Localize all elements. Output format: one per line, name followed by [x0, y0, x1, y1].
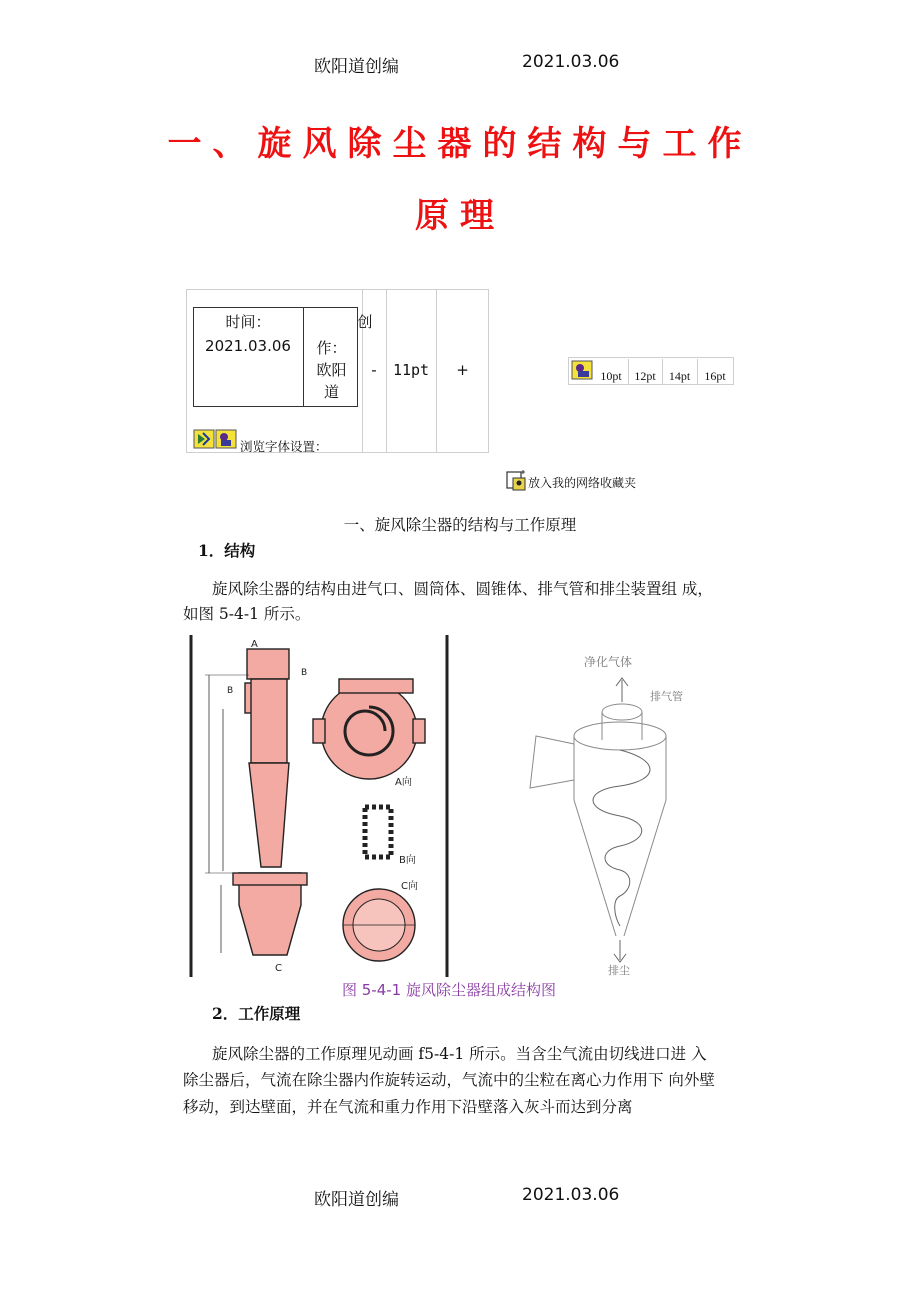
paragraph-line: 除尘器后，气流在除尘器内作旋转运动，气流中的尘粒在离心力作用下 向外壁	[183, 1071, 715, 1089]
page-title-line2: 原理	[415, 196, 505, 236]
footer-author: 欧阳道创编	[314, 1190, 399, 1210]
label-b-view: B向	[399, 855, 416, 866]
paragraph-line: 旋风除尘器的结构由进气口、圆筒体、圆锥体、排气管和排尘装置组 成，	[212, 580, 713, 598]
label-c-view: C向	[401, 881, 418, 892]
create-name: 道	[323, 383, 339, 401]
browse-label: 浏览字体设置：	[240, 439, 328, 454]
label-a: A	[251, 639, 258, 650]
favorite-link[interactable]: 放入我的网络收藏夹	[528, 476, 637, 490]
font-size-12pt[interactable]: 12pt	[628, 359, 661, 385]
section-heading: 1．结构	[198, 541, 256, 560]
font-picker-icon	[571, 360, 593, 380]
label-a-view: A向	[395, 777, 412, 788]
page-title-line1: 一、旋风除尘器的结构与工作	[167, 124, 753, 164]
label-dust-out: 排尘	[608, 964, 630, 976]
footer-date: 2021.03.06	[522, 1185, 620, 1205]
label-exhaust-pipe: 排气管	[650, 690, 683, 703]
section-title: 一、旋风除尘器的结构与工作原理	[343, 516, 577, 534]
header-date: 2021.03.06	[522, 52, 620, 72]
cyclone-drawing	[189, 635, 451, 977]
label-clean-gas: 净化气体	[584, 655, 633, 669]
favorite-icon[interactable]	[505, 470, 527, 492]
label-c: C	[275, 963, 282, 974]
section-heading: 2．工作原理	[212, 1004, 301, 1023]
create-name: 欧阳	[316, 361, 347, 379]
paragraph-line: 旋风除尘器的工作原理见动画 f5-4-1 所示。当含尘气流由切线进口进 入	[212, 1045, 707, 1063]
figure-caption: 图 5-4-1 旋风除尘器组成结构图	[342, 981, 556, 999]
create-top: 创	[357, 313, 373, 331]
time-label: 时间：	[225, 313, 271, 331]
font-size-14pt[interactable]: 14pt	[662, 359, 696, 385]
svg-text:B: B	[301, 668, 308, 678]
paragraph-line: 如图 5-4-1 所示。	[183, 605, 311, 623]
font-size-10pt[interactable]: 10pt	[600, 369, 622, 383]
font-size-16pt[interactable]: 16pt	[697, 359, 732, 385]
font-tool-icon	[193, 429, 239, 449]
browse-icons	[193, 429, 239, 449]
paragraph-line: 移动，到达壁面，并在气流和重力作用下沿壁落入灰斗而达到分离	[183, 1098, 633, 1116]
cyclone-sketch	[500, 640, 700, 976]
decrease-font-button[interactable]: -	[371, 361, 377, 379]
header-author: 欧阳道创编	[314, 57, 399, 77]
time-value: 2021.03.06	[205, 337, 291, 355]
svg-text:B: B	[227, 686, 234, 696]
create-label: 作：	[316, 339, 347, 357]
increase-font-button[interactable]: +	[456, 361, 469, 379]
font-size-value: 11pt	[392, 361, 430, 379]
